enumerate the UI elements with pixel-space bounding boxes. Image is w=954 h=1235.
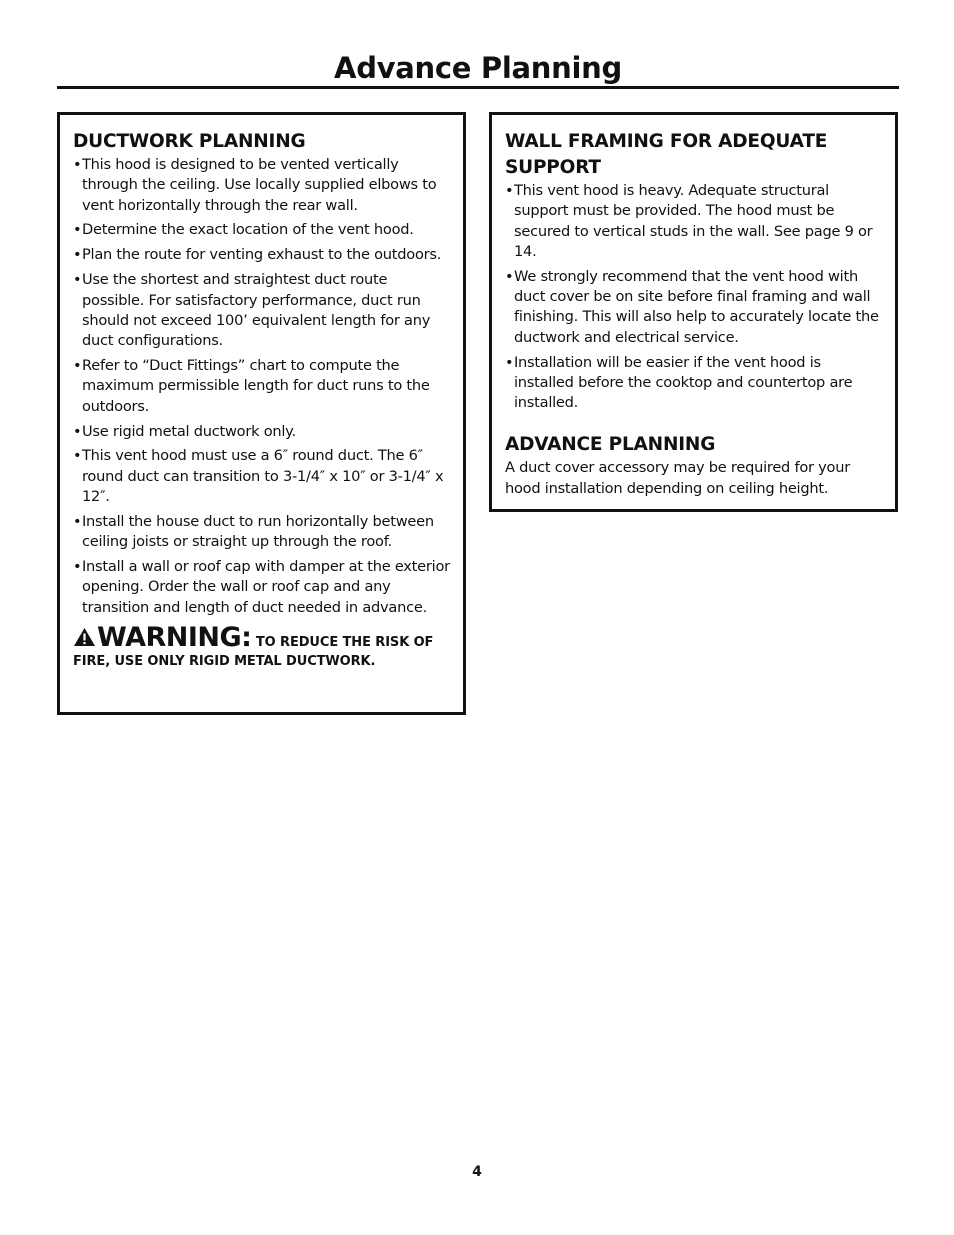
- advance-planning-text: A duct cover accessory may be required for your hood installation depending on ceiling height.: [505, 459, 850, 497]
- page-number: 4: [472, 1164, 482, 1180]
- bullet: •: [73, 558, 82, 576]
- bullet: •: [505, 267, 514, 285]
- list-item: • Determine the exact location of the vent hood.: [73, 220, 451, 240]
- bullet: •: [73, 447, 82, 465]
- list-item: • Install a wall or roof cap with damper at the exterior opening. Order the wall or roof cap and any transition and length of duct needed in advance.: [73, 558, 450, 616]
- bullet: •: [73, 221, 82, 239]
- list-item: • This hood is designed to be vented vertically through the ceiling. Use locally supplied elbows to vent horizontally through the rear wall.: [73, 156, 437, 214]
- list-item: • This vent hood must use a 6″ round duct. The 6″ round duct can transition to 3-1/4″ x 10″ or 3-1/4″ x 12″.: [73, 447, 444, 506]
- bullet: •: [73, 271, 82, 289]
- list-item: • Use the shortest and straightest duct route possible. For satisfactory performance, duct run should not exceed 100’ equivalent length for any duct configurations.: [73, 271, 431, 350]
- bullet: •: [73, 422, 82, 440]
- wall-framing-box: [489, 112, 898, 512]
- bullet: •: [73, 512, 82, 530]
- bullet: •: [73, 156, 82, 173]
- list-item: • Installation will be easier if the vent hood is installed before the cooktop and countertop are installed.: [505, 353, 853, 412]
- title-divider: [57, 86, 899, 89]
- bullet: •: [73, 246, 82, 264]
- warning-label: WARNING:: [97, 621, 252, 653]
- bullet: •: [73, 357, 82, 375]
- bullet: •: [505, 353, 514, 371]
- list-item: • We strongly recommend that the vent hood with duct cover be on site before final framing and wall finishing. This will also help to accurately locate the ductwork and electrical service.: [505, 267, 879, 346]
- list-item: • Plan the route for venting exhaust to the outdoors.: [73, 245, 451, 265]
- list-item: • Refer to “Duct Fittings” chart to compute the maximum permissible length for duct runs to the outdoors.: [73, 357, 430, 415]
- list-item: • This vent hood is heavy. Adequate structural support must be provided. The hood must be secured to vertical studs in the wall. See page 9 or 14.: [505, 182, 873, 260]
- ductwork-heading: DUCTWORK PLANNING: [73, 131, 306, 152]
- ductwork-list: [73, 155, 451, 618]
- page-title: Advance Planning: [334, 51, 622, 85]
- list-item: • Use rigid metal ductwork only.: [73, 422, 451, 442]
- wall-framing-list: [505, 181, 883, 413]
- list-item: • Install the house duct to run horizontally between ceiling joists or straight up through the roof.: [73, 512, 434, 551]
- ductwork-planning-box: [57, 112, 466, 715]
- warning-text: TO REDUCE THE RISK OF FIRE, USE ONLY RIGID METAL DUCTWORK.: [73, 634, 434, 669]
- bullet: •: [505, 182, 514, 199]
- advance-planning-heading: ADVANCE PLANNING: [505, 434, 716, 456]
- warning-block: [73, 623, 451, 670]
- wall-framing-heading: WALL FRAMING FOR ADEQUATE SUPPORT: [505, 131, 828, 178]
- warning-triangle-icon: [73, 627, 96, 647]
